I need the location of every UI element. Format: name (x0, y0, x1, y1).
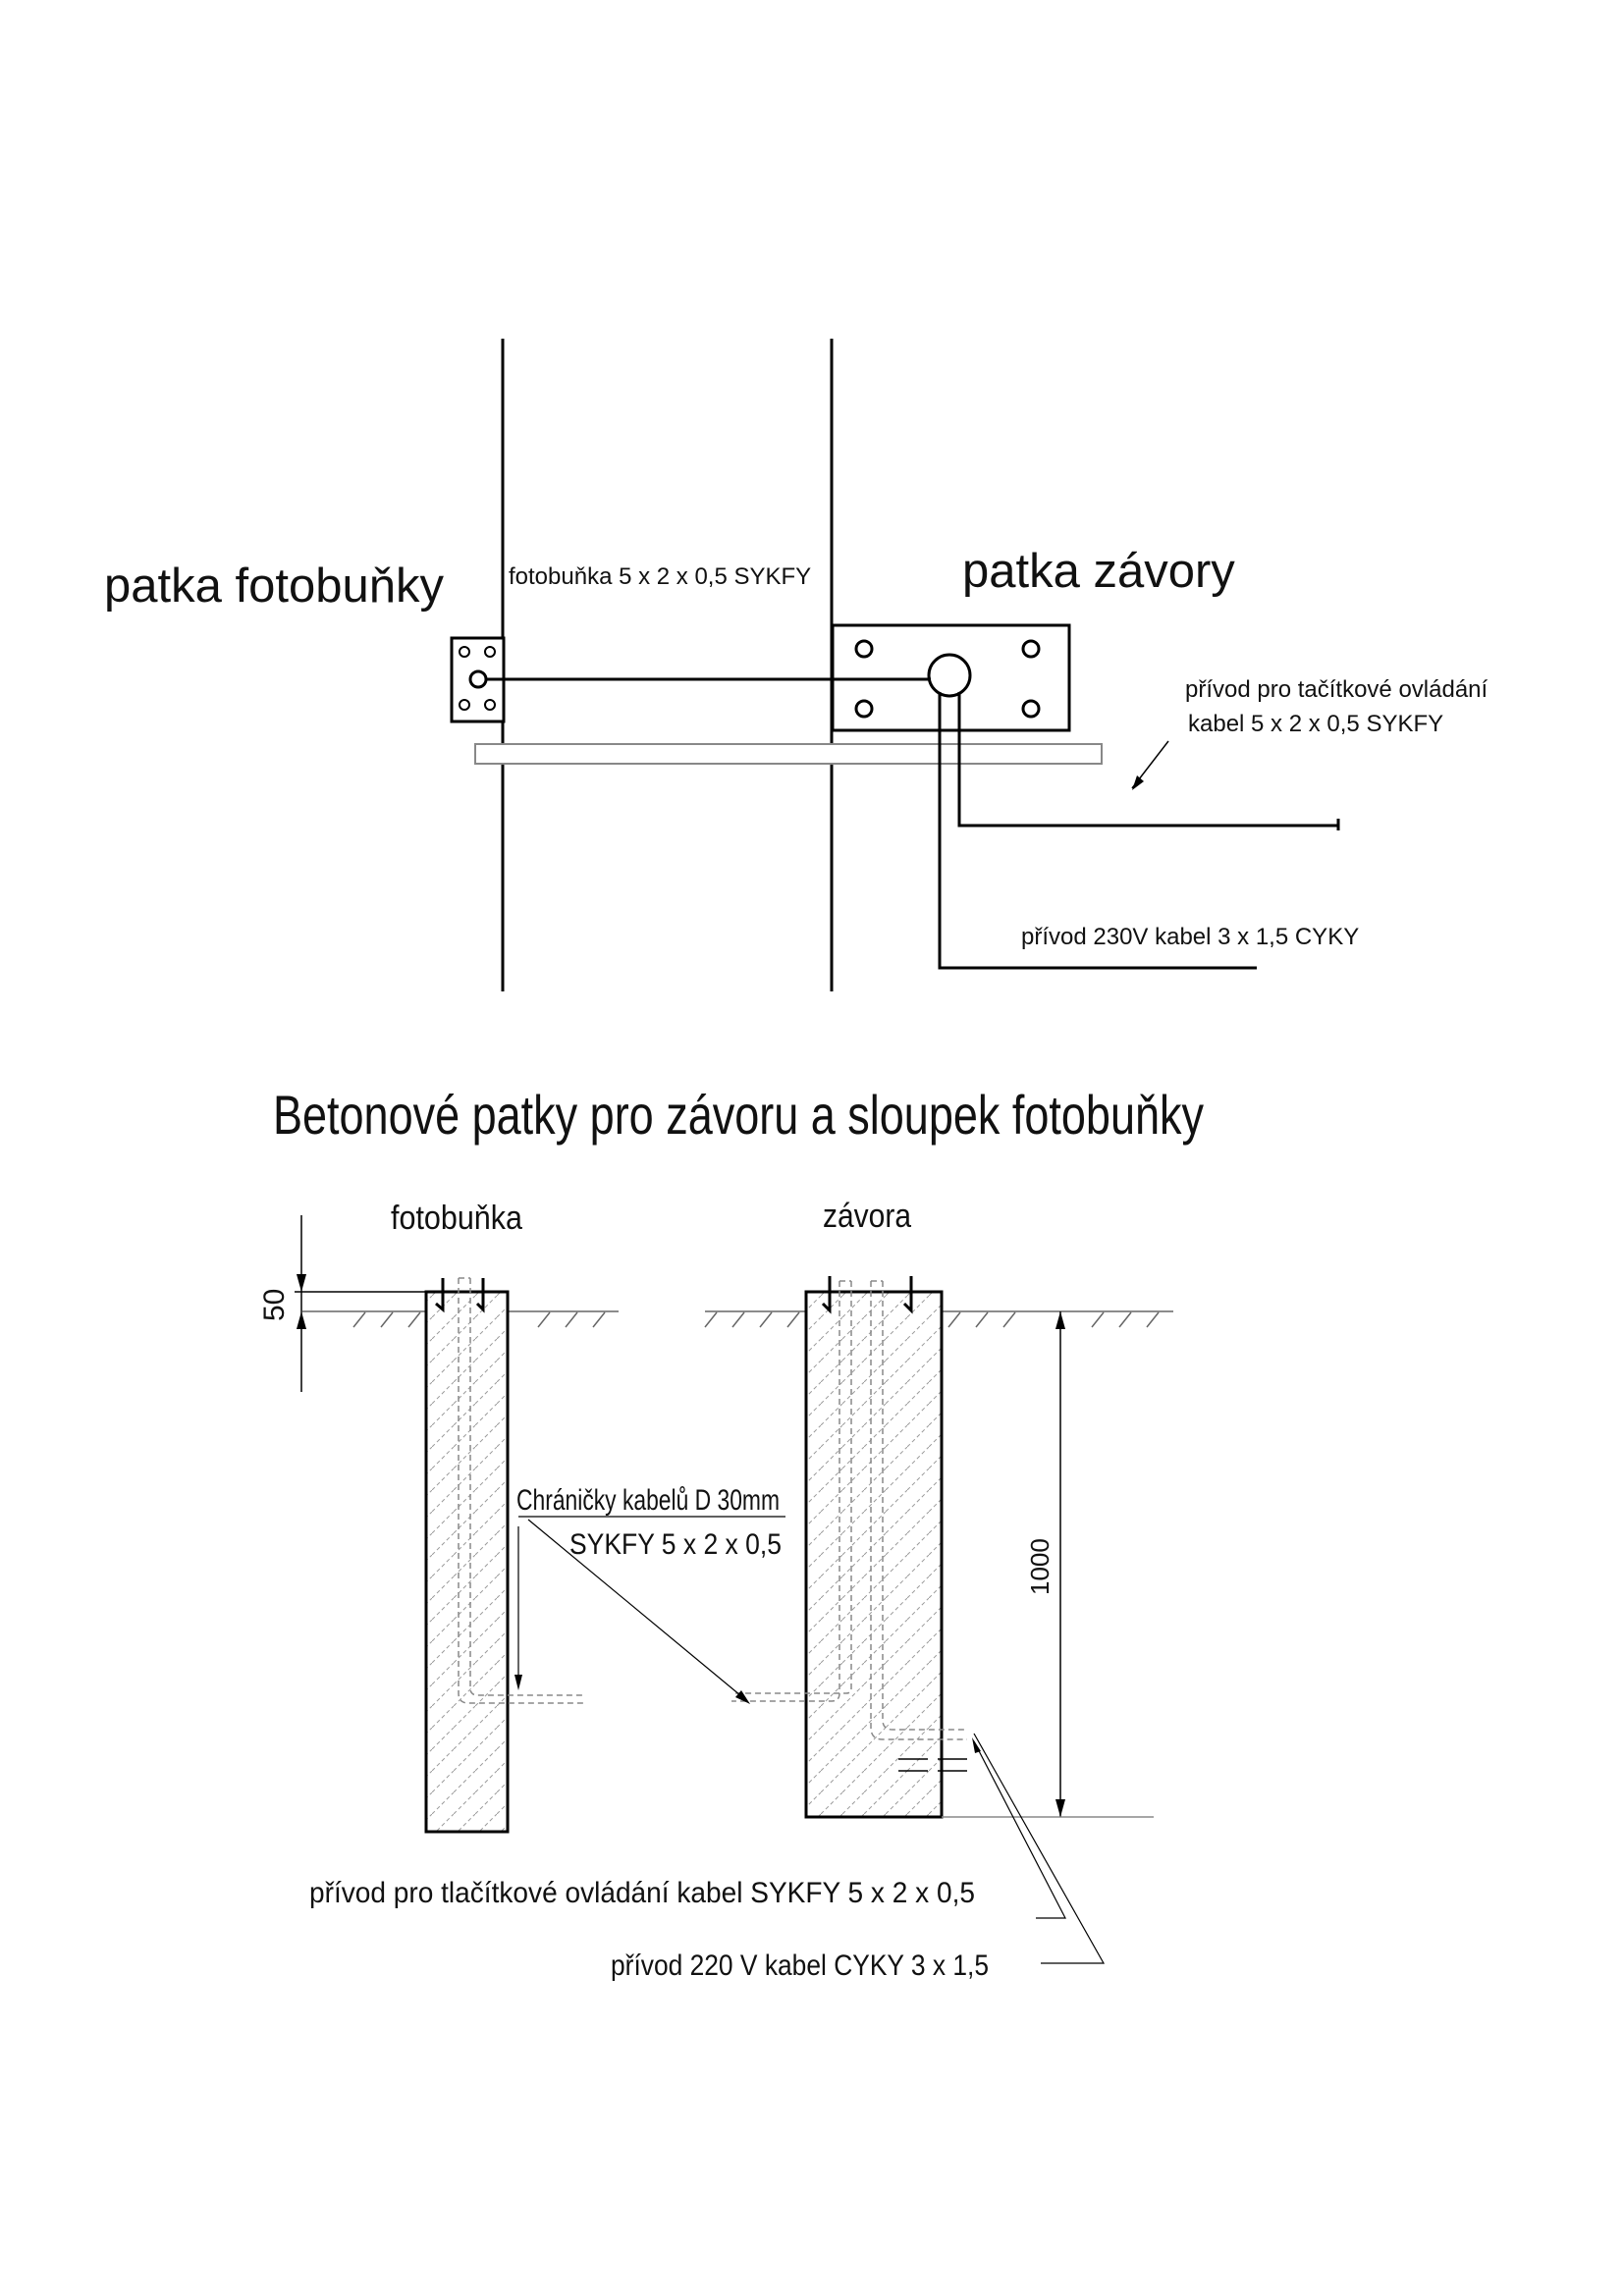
label-conduits-2: SYKFY 5 x 2 x 0,5 (569, 1528, 782, 1561)
section-view (258, 1084, 1204, 1982)
label-power-supply-section: přívod 220 V kabel CYKY 3 x 1,5 (611, 1949, 989, 1982)
plan-view (104, 339, 1488, 991)
photocell-footing-block (426, 1292, 508, 1832)
section-title: Betonové patky pro závoru a sloupek fotobuňky (273, 1084, 1204, 1146)
label-button-supply-2: kabel 5 x 2 x 0,5 SYKFY (1188, 711, 1444, 737)
label-photocell-cable: fotobuňka 5 x 2 x 0,5 SYKFY (509, 563, 812, 590)
button-supply-leader (974, 1741, 1065, 1918)
label-photocell: fotobuňka (391, 1200, 523, 1237)
power-supply-leader (974, 1734, 1104, 1963)
barrier-footing-block (806, 1292, 942, 1817)
dim-50-label: 50 (258, 1288, 291, 1321)
dim-1000-label: 1000 (1025, 1538, 1055, 1595)
label-button-supply-1: přívod pro tačítkové ovládání (1185, 676, 1488, 703)
dimension-50 (295, 1215, 426, 1392)
label-conduits-1: Chráničky kabelů D 30mm (516, 1484, 780, 1517)
label-photocell-footing: patka fotobuňky (104, 560, 444, 613)
label-power-supply: přívod 230V kabel 3 x 1,5 CYKY (1021, 924, 1360, 950)
label-barrier-footing: patka závory (962, 545, 1235, 598)
barrier-boom (475, 744, 1102, 764)
label-button-supply: přívod pro tlačítkové ovládání kabel SYKFY 5 x 2 x 0,5 (309, 1877, 975, 1909)
label-barrier: závora (823, 1198, 912, 1235)
